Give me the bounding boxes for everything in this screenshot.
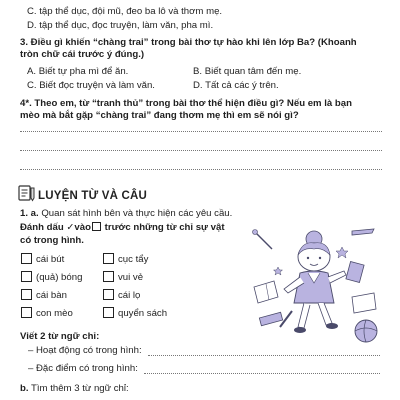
star-icon [336,247,348,258]
write-feature-label: – Đặc điểm có trong hình: [28,363,138,374]
ex1-instruction-line1 [20,222,225,234]
label-cai-but: cái bút [36,254,65,265]
checkbox-con-meo[interactable] [21,307,32,318]
q3-prompt-line1: 3. Điều gì khiến “chàng trai” trong bài thơ tự hào khi lên lớp Ba? (Khoanh [20,37,357,48]
notebook-icon [346,261,364,282]
label-quyen-sach: quyển sách [118,308,168,319]
q4-prompt-line2: mèo mà bắt gặp “chàng trai” đang thơm mẹ thì em sẽ nói gì? [20,110,299,121]
q4-answer-line-1[interactable] [20,131,382,132]
q2-option-d: D. tập thể dục, đọc truyện, làm văn, pha mì. [27,20,214,31]
box-icon [352,293,376,313]
inline-checkbox-icon [92,222,101,231]
instr-part-b: vào [74,222,91,233]
write-title: Viết 2 từ ngữ chỉ: [20,331,100,342]
write-activity-label: – Hoạt động có trong hình: [28,345,142,356]
ex1-number: 1. a. [20,208,39,219]
girl-illustration [248,227,386,345]
label-cuc-tay: cục tẩy [118,254,149,265]
checkbox-vui-ve[interactable] [103,271,114,282]
checkbox-quyen-sach[interactable] [103,307,114,318]
label-vui-ve: vui vẻ [118,272,144,283]
ex1-intro-text: Quan sát hình bên và thực hiện các yêu cầu. [38,208,233,219]
label-qua-bong: (quả) bóng [36,272,83,283]
write-activity-answer-line[interactable] [148,355,380,356]
q3-option-a[interactable]: A. Biết tự pha mì để ăn. [27,66,129,77]
q3-option-b[interactable]: B. Biết quan tâm đến mẹ. [193,66,302,77]
star-icon [274,267,283,275]
instr-part-c: trước những từ chỉ sự vật [101,222,225,233]
book-pencil-icon [18,184,35,202]
q4-answer-line-3[interactable] [20,169,382,170]
ball-icon [355,320,377,342]
pencil-icon [352,229,374,235]
ex1-part-b [20,383,129,395]
brush-icon [256,233,272,249]
part-b-text: Tìm thêm 3 từ ngữ chỉ: [28,383,129,394]
checkmark-icon: ✓ [66,222,75,233]
write-feature-answer-line[interactable] [144,373,380,374]
part-b-label: b. [20,383,29,394]
q3-option-d[interactable]: D. Tất cả các ý trên. [193,80,279,91]
q3-prompt-line2: tròn chữ cái trước ý đúng.) [20,49,145,60]
book-stack-icon [259,312,282,325]
section-title: LUYỆN TỪ VÀ CÂU [38,190,148,202]
label-cai-lo: cái lọ [118,290,141,301]
label-con-meo: con mèo [36,308,73,319]
checkbox-qua-bong[interactable] [21,271,32,282]
ex1-instruction-line2: có trong hình. [20,235,84,246]
q4-prompt-line1: 4*. Theo em, từ “tranh thủ” trong bài thơ thể hiện điều gì? Nếu em là bạn [20,98,352,109]
checkbox-cai-but[interactable] [21,253,32,264]
checkbox-cai-lo[interactable] [103,289,114,300]
q3-option-c[interactable]: C. Biết đọc truyện và làm văn. [27,80,155,91]
checkbox-cuc-tay[interactable] [103,253,114,264]
instr-part-a: Đánh dấu [20,222,67,233]
ex1-intro [20,208,232,220]
q2-option-c: C. tập thể dục, đội mũ, đeo ba lô và thơm mẹ. [27,6,223,17]
checkbox-cai-ban[interactable] [21,289,32,300]
q4-answer-line-2[interactable] [20,150,382,151]
label-cai-ban: cái bàn [36,290,67,301]
